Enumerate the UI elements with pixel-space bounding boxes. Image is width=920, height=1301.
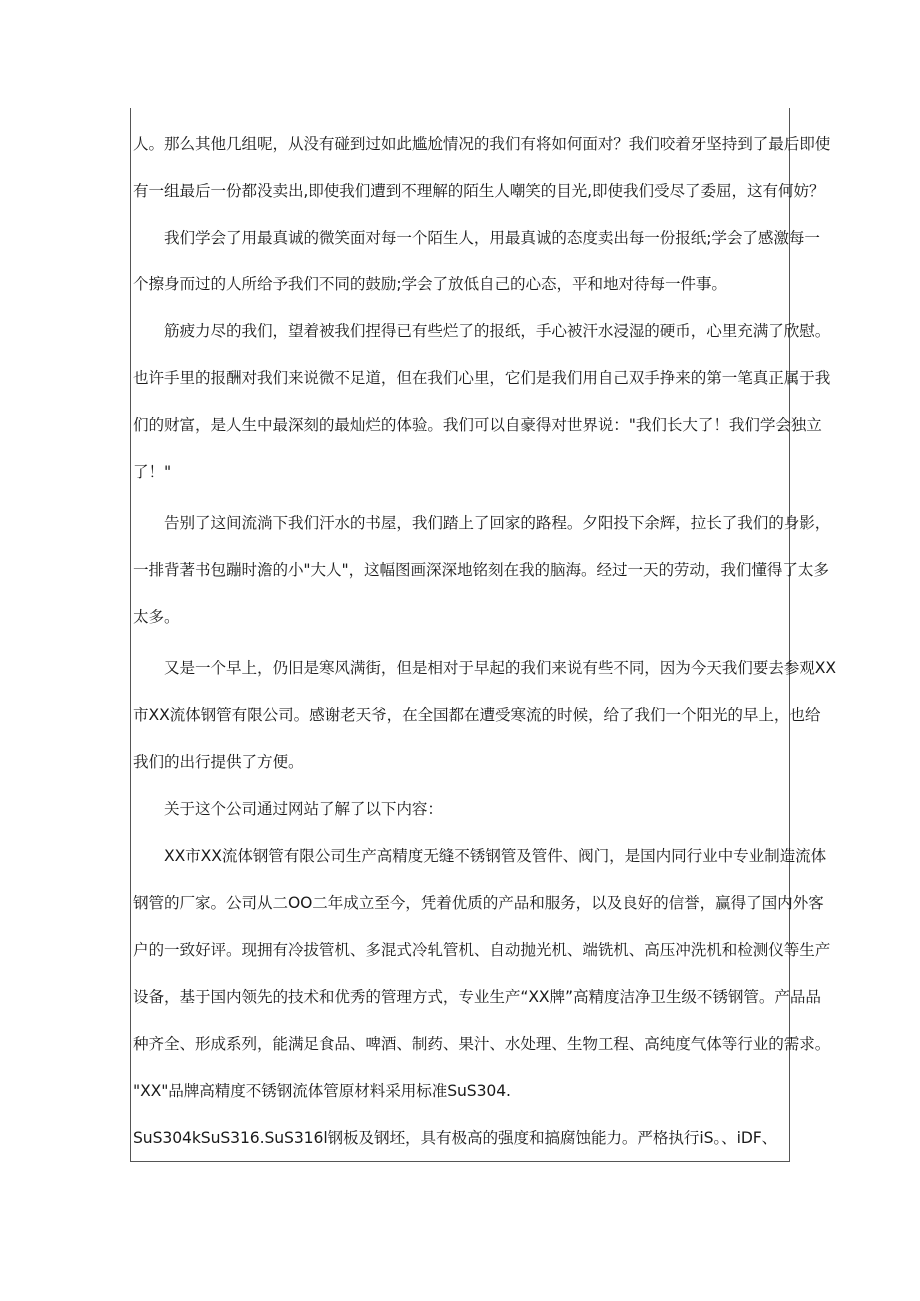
text-line: 有一组最后一份都没卖出,即使我们遭到不理解的陌生人嘲笑的目光,即使我们受尽了委屈，这有何妨？ (133, 182, 825, 200)
text-line: 种齐全、形成系列，能满足食品、啤酒、制药、果汁、水处理、生物工程、高纯度气体等行业的需求。 (133, 1035, 831, 1053)
text-line: SuS304kSuS316.SuS316l钢板及钢坯，具有极高的强度和搞腐蚀能力。严格执行iS。、iDF、 (133, 1129, 778, 1147)
text-line: 一排背著书包蹦时澹的小"大人"，这幅图画深深地铭刻在我的脑海。经过一天的劳动，我们懂得了太多 (133, 561, 829, 579)
text-line: 人。那么其他几组呢，从没有碰到过如此尴尬情况的我们有将如何面对？我们咬着牙坚持到了最后即使 (133, 135, 831, 153)
text-line: 我们的出行提供了方便。 (133, 753, 304, 771)
text-line: 设备，基于国内领先的技术和优秀的管理方式，专业生产“XX牌”高精度洁净卫生级不锈钢管。产品品 (133, 988, 821, 1006)
text-line: 了！" (133, 463, 172, 481)
text-line: 也许手里的报酬对我们来说微不足道，但在我们心里，它们是我们用自己双手挣来的第一笔真正属于我 (133, 369, 831, 387)
text-line: 市XX流体钢管有限公司。感谢老天爷，在全国都在遭受寒流的时候，给了我们一个阳光的早上，也给 (133, 706, 821, 724)
text-line: 钢管的厂家。公司从二OO二年成立至今，凭着优质的产品和服务，以及良好的信誉，赢得了国内外客 (133, 894, 824, 912)
text-line: 个擦身而过的人所给予我们不同的鼓励;学会了放低自己的心态，平和地对待每一件事。 (133, 275, 727, 293)
paragraph-start-line: 告别了这间流淌下我们汗水的书屋，我们踏上了回家的路程。夕阳投下余辉，拉长了我们的身影， (164, 514, 831, 532)
paragraph-start-line: 又是一个早上，仍旧是寒风满街，但是相对于早起的我们来说有些不同，因为今天我们要去参观XX (164, 659, 836, 677)
paragraph-start-line: XX市XX流体钢管有限公司生产高精度无缝不锈钢管及管件、阀门，是国内同行业中专业制造流体 (164, 847, 827, 865)
text-line: 太多。 (133, 608, 180, 626)
paragraph-start-line: 筋疲力尽的我们，望着被我们捏得已有些烂了的报纸，手心被汗水浸湿的硬币，心里充满了欣慰。 (164, 322, 831, 340)
text-line: 们的财富，是人生中最深刻的最灿烂的体验。我们可以自豪得对世界说："我们长大了！我们学会独立 (133, 416, 822, 434)
text-line: 户的一致好评。现拥有冷拔管机、多混式冷轧管机、自动抛光机、端铣机、高压冲洗机和检测仪等生产 (133, 941, 831, 959)
paragraph-start-line: 我们学会了用最真诚的微笑面对每一个陌生人，用最真诚的态度卖出每一份报纸;学会了感激每一 (164, 229, 820, 247)
paragraph-start-line: 关于这个公司通过网站了解了以下内容： (164, 800, 443, 818)
text-line: "XX"品牌高精度不锈钢流体管原材料采用标准SuS304. (133, 1082, 511, 1100)
